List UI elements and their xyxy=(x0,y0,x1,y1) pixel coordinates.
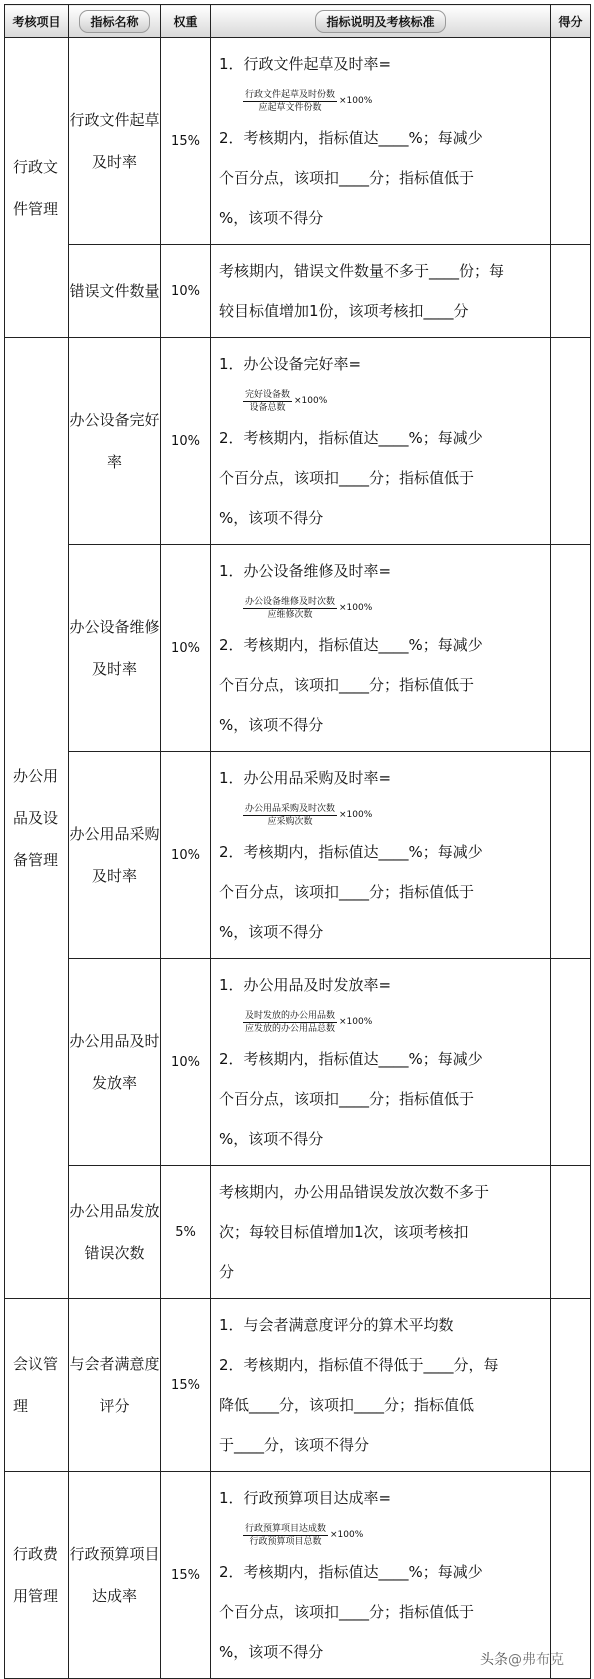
table-row xyxy=(5,338,591,545)
indicator-name: 行政文件起草及时率 xyxy=(69,38,161,245)
fraction-numerator: 行政预算项目达成数 xyxy=(245,1523,327,1534)
kpi-table xyxy=(4,4,591,1679)
indicator-name: 行政预算项目达成率 xyxy=(69,1472,161,1679)
percent-multiplier: ×100% xyxy=(294,396,328,406)
percent-multiplier: ×100% xyxy=(339,603,373,613)
score-cell[interactable] xyxy=(551,1472,591,1679)
indicator-name: 办公用品采购及时率 xyxy=(69,752,161,959)
weight-cell: 10% xyxy=(161,959,211,1166)
score-cell[interactable] xyxy=(551,1166,591,1299)
formula xyxy=(219,798,542,832)
criteria-line: 2．考核期内，指标值达____%；每减少 xyxy=(219,129,483,147)
criteria-line: 考核期内，错误文件数量不多于____份；每 xyxy=(219,262,505,280)
formula xyxy=(219,1005,542,1039)
criteria-cell xyxy=(211,38,551,245)
criteria-line: %，该项不得分 xyxy=(219,1130,324,1148)
header-score: 得分 xyxy=(551,5,591,38)
fraction xyxy=(243,803,337,828)
formula xyxy=(219,384,542,418)
criteria-line: 2．考核期内，指标值达____%；每减少 xyxy=(219,843,483,861)
watermark-handle: @弗布克 xyxy=(508,1652,564,1668)
table-body xyxy=(5,38,591,1679)
score-cell[interactable] xyxy=(551,545,591,752)
criteria-cell xyxy=(211,338,551,545)
criteria-line: 个百分点，该项扣____分；指标值低于 xyxy=(219,469,475,487)
category-cell: 行政文件管理 xyxy=(5,38,69,338)
criteria-cell xyxy=(211,1472,551,1679)
criteria-line: %，该项不得分 xyxy=(219,1643,324,1661)
fraction-numerator: 及时发放的办公用品数 xyxy=(245,1010,336,1021)
fraction-denominator: 应采购次数 xyxy=(267,816,313,827)
criteria-line: 2．考核期内，指标值达____%；每减少 xyxy=(219,1050,483,1068)
table-row xyxy=(5,38,591,245)
fraction-denominator: 应起草文件份数 xyxy=(258,102,322,113)
formula xyxy=(219,591,542,625)
score-cell[interactable] xyxy=(551,959,591,1166)
criteria-line: %，该项不得分 xyxy=(219,923,324,941)
table-row xyxy=(5,959,591,1166)
score-cell[interactable] xyxy=(551,338,591,545)
criteria-line: 2．考核期内，指标值达____%；每减少 xyxy=(219,636,483,654)
header-category: 考核项目 xyxy=(5,5,69,38)
criteria-line: 考核期内，办公用品错误发放次数不多于 xyxy=(219,1183,490,1201)
header-desc: 指标说明及考核标准 xyxy=(211,5,551,38)
criteria-line: 1．办公设备维修及时率= xyxy=(219,562,392,580)
criteria-line: 1．与会者满意度评分的算术平均数 xyxy=(219,1316,454,1334)
watermark xyxy=(480,1649,564,1669)
criteria-line: 个百分点，该项扣____分；指标值低于 xyxy=(219,676,475,694)
criteria-line: %，该项不得分 xyxy=(219,209,324,227)
score-cell[interactable] xyxy=(551,1299,591,1472)
category-cell: 办公用品及设备管理 xyxy=(5,338,69,1299)
fraction-denominator: 应发放的办公用品总数 xyxy=(245,1023,336,1034)
criteria-line: 2．考核期内，指标值达____%；每减少 xyxy=(219,1563,483,1581)
percent-multiplier: ×100% xyxy=(339,1017,373,1027)
fraction xyxy=(243,1523,328,1548)
criteria-line: 1．办公用品采购及时率= xyxy=(219,769,392,787)
criteria-cell xyxy=(211,1299,551,1472)
header-weight: 权重 xyxy=(161,5,211,38)
indicator-name: 办公设备完好率 xyxy=(69,338,161,545)
weight-cell: 15% xyxy=(161,1472,211,1679)
criteria-line: 个百分点，该项扣____分；指标值低于 xyxy=(219,1603,475,1621)
score-cell[interactable] xyxy=(551,752,591,959)
header-row xyxy=(5,5,591,38)
fraction xyxy=(243,389,292,414)
criteria-line: 2．考核期内，指标值不得低于____分，每 xyxy=(219,1356,499,1374)
weight-cell: 15% xyxy=(161,1299,211,1472)
fraction-denominator: 设备总数 xyxy=(249,402,286,413)
criteria-line: %，该项不得分 xyxy=(219,509,324,527)
watermark-brand: 头条 xyxy=(480,1652,508,1668)
criteria-line: 1．办公设备完好率= xyxy=(219,355,362,373)
criteria-line: 降低____分，该项扣____分；指标值低 xyxy=(219,1396,475,1414)
criteria-line: 次；每较目标值增加1次，该项考核扣 xyxy=(219,1223,469,1241)
criteria-cell xyxy=(211,959,551,1166)
percent-multiplier: ×100% xyxy=(339,810,373,820)
formula xyxy=(219,84,542,118)
criteria-line: 个百分点，该项扣____分；指标值低于 xyxy=(219,883,475,901)
table-row xyxy=(5,545,591,752)
criteria-line: %，该项不得分 xyxy=(219,716,324,734)
percent-multiplier: ×100% xyxy=(330,1530,364,1540)
fraction xyxy=(243,89,337,114)
table-row xyxy=(5,1472,591,1679)
category-cell: 会议管理 xyxy=(5,1299,69,1472)
fraction xyxy=(243,596,337,621)
table-row xyxy=(5,245,591,338)
criteria-line: 分 xyxy=(219,1263,235,1281)
header-name: 指标名称 xyxy=(69,5,161,38)
category-cell: 行政费用管理 xyxy=(5,1472,69,1679)
criteria-line: 个百分点，该项扣____分；指标值低于 xyxy=(219,1090,475,1108)
table-row xyxy=(5,1166,591,1299)
percent-multiplier: ×100% xyxy=(339,96,373,106)
weight-cell: 10% xyxy=(161,338,211,545)
fraction xyxy=(243,1010,337,1035)
criteria-line: 2．考核期内，指标值达____%；每减少 xyxy=(219,429,483,447)
criteria-line: 1．办公用品及时发放率= xyxy=(219,976,392,994)
indicator-name: 错误文件数量 xyxy=(69,245,161,338)
weight-cell: 10% xyxy=(161,545,211,752)
weight-cell: 10% xyxy=(161,752,211,959)
weight-cell: 5% xyxy=(161,1166,211,1299)
indicator-name: 办公用品发放错误次数 xyxy=(69,1166,161,1299)
indicator-name: 办公用品及时发放率 xyxy=(69,959,161,1166)
fraction-numerator: 行政文件起草及时份数 xyxy=(245,89,336,100)
indicator-name: 与会者满意度评分 xyxy=(69,1299,161,1472)
criteria-cell xyxy=(211,752,551,959)
criteria-line: 于____分，该项不得分 xyxy=(219,1436,370,1454)
criteria-line: 较目标值增加1份，该项考核扣____分 xyxy=(219,302,469,320)
fraction-numerator: 完好设备数 xyxy=(245,389,291,400)
weight-cell: 15% xyxy=(161,38,211,245)
fraction-denominator: 应维修次数 xyxy=(267,609,313,620)
criteria-line: 个百分点，该项扣____分；指标值低于 xyxy=(219,169,475,187)
criteria-cell xyxy=(211,1166,551,1299)
score-cell[interactable] xyxy=(551,38,591,245)
weight-cell: 10% xyxy=(161,245,211,338)
score-cell[interactable] xyxy=(551,245,591,338)
criteria-line: 1．行政文件起草及时率= xyxy=(219,55,392,73)
indicator-name: 办公设备维修及时率 xyxy=(69,545,161,752)
fraction-denominator: 行政预算项目总数 xyxy=(249,1536,322,1547)
formula xyxy=(219,1518,542,1552)
table-row xyxy=(5,1299,591,1472)
criteria-cell xyxy=(211,545,551,752)
criteria-cell xyxy=(211,245,551,338)
fraction-numerator: 办公用品采购及时次数 xyxy=(245,803,336,814)
criteria-line: 1．行政预算项目达成率= xyxy=(219,1489,392,1507)
fraction-numerator: 办公设备维修及时次数 xyxy=(245,596,336,607)
table-row xyxy=(5,752,591,959)
